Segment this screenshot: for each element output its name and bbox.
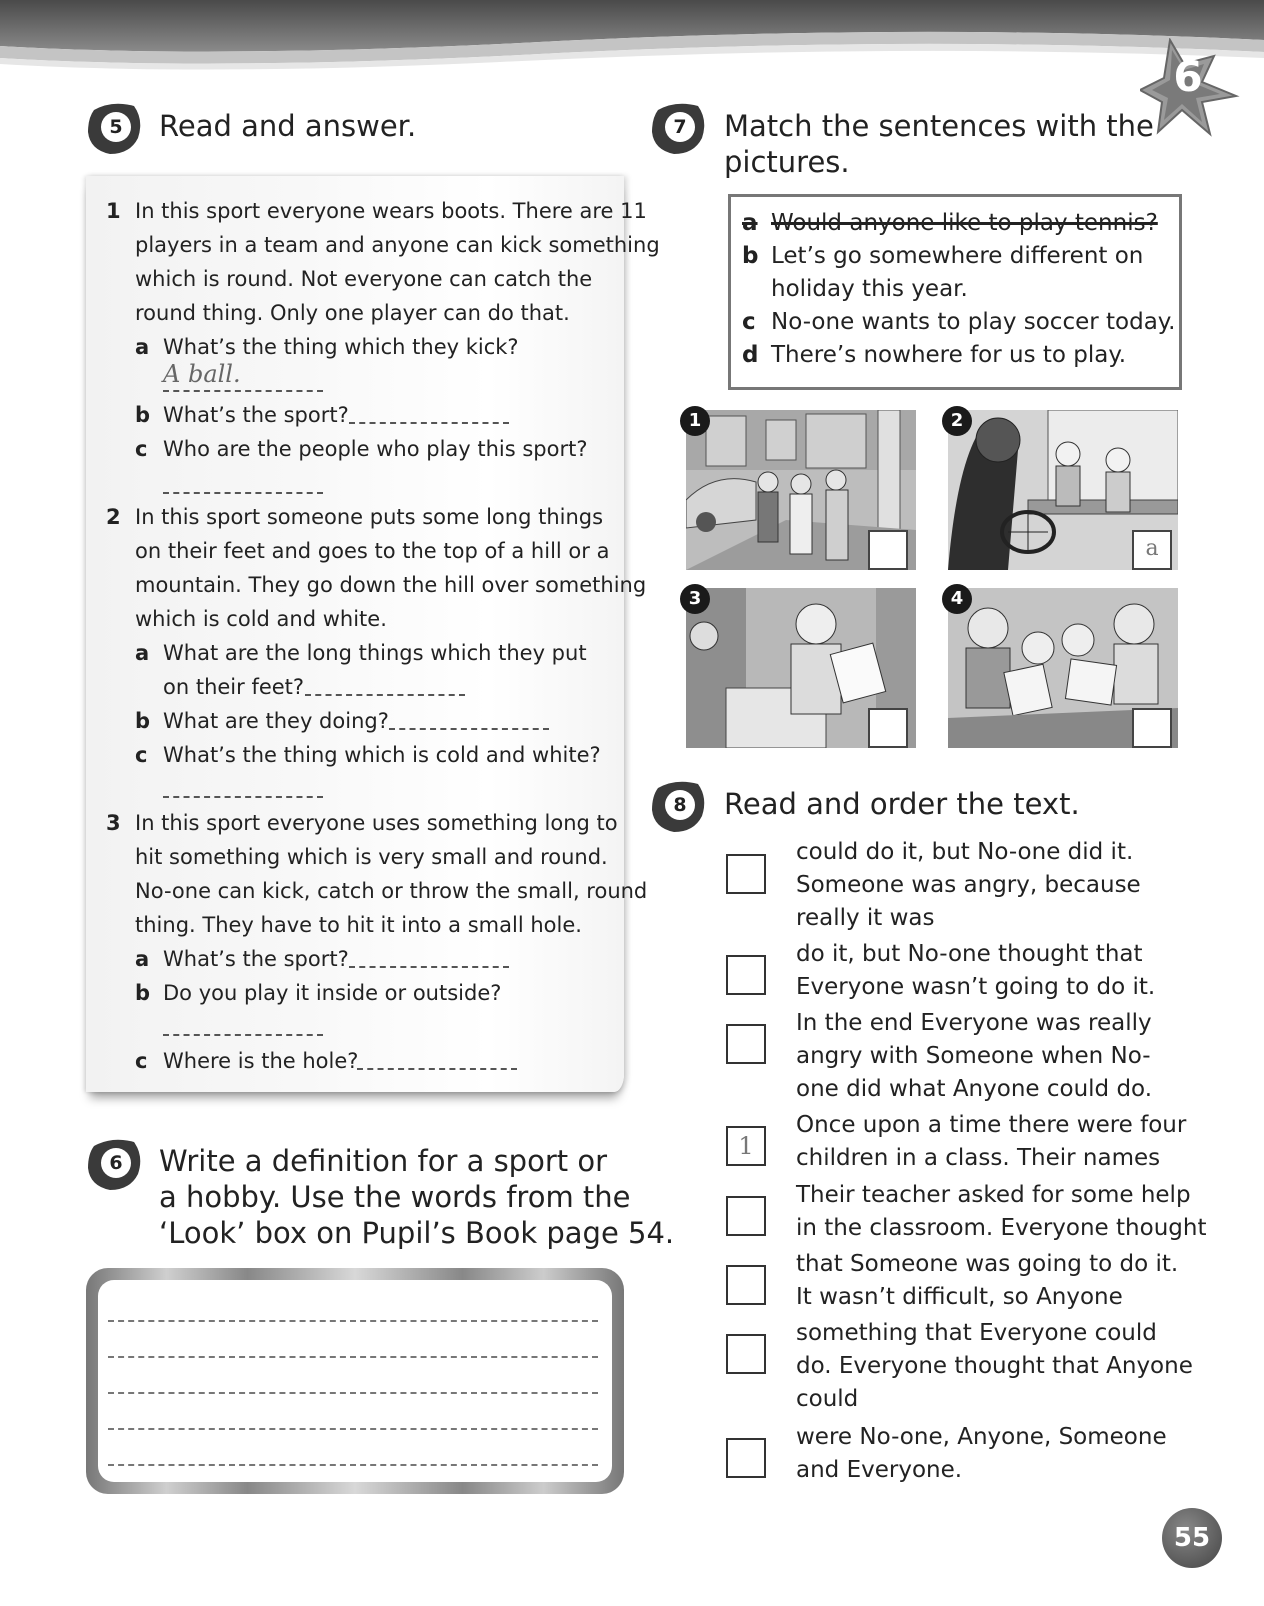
- sentence-text: No-one wants to play soccer today.: [771, 309, 1176, 335]
- q2a-label: a: [135, 641, 150, 665]
- picture-1-number: 1: [680, 406, 710, 436]
- question-3-number: 3: [106, 811, 121, 835]
- q3c-label: c: [135, 1049, 148, 1073]
- page-number: 55: [1162, 1508, 1222, 1568]
- picture-2-answer-box[interactable]: a: [1132, 530, 1172, 570]
- question-2-line: on their feet and goes to the top of a hill or a: [135, 539, 610, 563]
- order-box[interactable]: [726, 1334, 766, 1374]
- exercise-8-title: Read and order the text.: [724, 787, 1080, 821]
- order-box[interactable]: [726, 1024, 766, 1064]
- picture-1-answer-box[interactable]: [868, 530, 908, 570]
- q2a-text: What are the long things which they put: [163, 641, 587, 665]
- q3c-answer-line[interactable]: [357, 1068, 517, 1070]
- q2a-text-cont: on their feet?: [163, 675, 305, 699]
- question-3-line: No-one can kick, catch or throw the small, round: [135, 879, 648, 903]
- order-box[interactable]: [726, 1438, 766, 1478]
- order-text-line: In the end Everyone was really: [796, 1010, 1152, 1036]
- picture-4-number: 4: [942, 584, 972, 614]
- q1a-label: a: [135, 335, 150, 359]
- question-2-number: 2: [106, 505, 121, 529]
- order-text-line: angry with Someone when No-: [796, 1043, 1151, 1069]
- q3a-answer-line[interactable]: [349, 966, 509, 968]
- sentence-letter: a: [742, 210, 758, 236]
- exercise-6-badge: [86, 1136, 144, 1192]
- q1c-text: Who are the people who play this sport?: [163, 437, 588, 461]
- order-text-line: Once upon a time there were four: [796, 1112, 1187, 1138]
- sentence-letter: c: [742, 309, 756, 335]
- q1b-answer-line[interactable]: [349, 422, 509, 424]
- definition-writing-area[interactable]: [98, 1280, 612, 1482]
- question-1-line: players in a team and anyone can kick something: [135, 233, 660, 257]
- exercise-6-title-line: Write a definition for a sport or: [159, 1144, 608, 1178]
- q2c-answer-line[interactable]: [163, 796, 323, 798]
- question-1-number: 1: [106, 199, 121, 223]
- definition-writing-box: [86, 1268, 624, 1494]
- order-text-line: something that Everyone could: [796, 1320, 1157, 1346]
- exercise-6-title-line: a hobby. Use the words from the: [159, 1180, 631, 1214]
- order-text-line: could do it, but No-one did it.: [796, 839, 1134, 865]
- writing-line: [108, 1428, 598, 1430]
- sentence-letter: d: [742, 342, 759, 368]
- exercise-7-badge: [650, 100, 708, 156]
- order-text-line: Everyone wasn’t going to do it.: [796, 974, 1156, 1000]
- q2c-text: What’s the thing which is cold and white?: [163, 743, 601, 767]
- writing-line: [108, 1464, 598, 1466]
- picture-3-answer-box[interactable]: [868, 708, 908, 748]
- question-1-line: In this sport everyone wears boots. There are 11: [135, 199, 647, 223]
- q2b-answer-line[interactable]: [389, 728, 549, 730]
- question-1-line: round thing. Only one player can do that.: [135, 301, 570, 325]
- writing-line: [108, 1356, 598, 1358]
- picture-4-answer-box[interactable]: [1132, 708, 1172, 748]
- q2c-label: c: [135, 743, 148, 767]
- writing-line: [108, 1320, 598, 1322]
- order-text-line: Someone was angry, because: [796, 872, 1141, 898]
- q1a-answer: A ball.: [163, 360, 241, 388]
- q2b-text: What are they doing?: [163, 709, 389, 733]
- exercise-5-title: Read and answer.: [159, 109, 417, 143]
- q1b-text: What’s the sport?: [163, 403, 349, 427]
- q1a-text: What’s the thing which they kick?: [163, 335, 519, 359]
- exercise-7-title-line: pictures.: [724, 145, 850, 179]
- order-text-line: Their teacher asked for some help: [796, 1182, 1191, 1208]
- order-text-line: in the classroom. Everyone thought: [796, 1215, 1207, 1241]
- question-2-line: In this sport someone puts some long things: [135, 505, 604, 529]
- picture-2-number: 2: [942, 406, 972, 436]
- q2b-label: b: [135, 709, 151, 733]
- unit-number: 6: [1173, 52, 1203, 101]
- exercise-6-title-line: ‘Look’ box on Pupil’s Book page 54.: [159, 1216, 675, 1250]
- exercise-8-badge: [650, 778, 708, 834]
- exercise-7-number: 7: [673, 116, 687, 138]
- question-3-line: hit something which is very small and round.: [135, 845, 608, 869]
- order-box[interactable]: [726, 955, 766, 995]
- q3c-text: Where is the hole?: [163, 1049, 359, 1073]
- order-box[interactable]: [726, 1265, 766, 1305]
- question-2-line: mountain. They go down the hill over something: [135, 573, 647, 597]
- writing-line: [108, 1392, 598, 1394]
- order-text-line: It wasn’t difficult, so Anyone: [796, 1284, 1123, 1310]
- order-box[interactable]: [726, 854, 766, 894]
- question-3-line: In this sport everyone uses something long to: [135, 811, 618, 835]
- question-3-line: thing. They have to hit it into a small hole.: [135, 913, 582, 937]
- q3b-text: Do you play it inside or outside?: [163, 981, 502, 1005]
- header-band: [0, 0, 1264, 80]
- sentence-letter: b: [742, 243, 759, 269]
- q1c-label: c: [135, 437, 148, 461]
- exercise-8-number: 8: [673, 794, 687, 816]
- order-text-line: that Someone was going to do it.: [796, 1251, 1179, 1277]
- q3b-answer-line[interactable]: [163, 1034, 323, 1036]
- order-text-line: could: [796, 1386, 859, 1412]
- order-text-line: children in a class. Their names: [796, 1145, 1161, 1171]
- order-box[interactable]: 1: [726, 1126, 766, 1166]
- q3a-label: a: [135, 947, 150, 971]
- q3a-text: What’s the sport?: [163, 947, 349, 971]
- sentence-text: Let’s go somewhere different on: [771, 243, 1144, 269]
- order-box[interactable]: [726, 1196, 766, 1236]
- exercise-6-number: 6: [109, 1152, 123, 1174]
- q1b-label: b: [135, 403, 151, 427]
- q3b-label: b: [135, 981, 151, 1005]
- exercise-5-badge: [86, 100, 144, 156]
- order-text-line: do. Everyone thought that Anyone: [796, 1353, 1193, 1379]
- q1c-answer-line[interactable]: [163, 492, 323, 494]
- q2a-answer-line[interactable]: [305, 694, 465, 696]
- order-text-line: do it, but No-one thought that: [796, 941, 1143, 967]
- sentence-text: There’s nowhere for us to play.: [771, 342, 1127, 368]
- exercise-7-title-line: Match the sentences with the: [724, 109, 1154, 143]
- order-text-line: and Everyone.: [796, 1457, 963, 1483]
- picture-3-number: 3: [680, 584, 710, 614]
- sentence-text-crossed: Would anyone like to play tennis?: [771, 210, 1158, 236]
- question-1-line: which is round. Not everyone can catch the: [135, 267, 593, 291]
- sentence-text: holiday this year.: [771, 276, 968, 302]
- order-text-line: really it was: [796, 905, 935, 931]
- q1a-answer-line[interactable]: [163, 390, 323, 392]
- order-text-line: were No-one, Anyone, Someone: [796, 1424, 1167, 1450]
- exercise-5-number: 5: [109, 116, 123, 138]
- question-2-line: which is cold and white.: [135, 607, 387, 631]
- order-text-line: one did what Anyone could do.: [796, 1076, 1153, 1102]
